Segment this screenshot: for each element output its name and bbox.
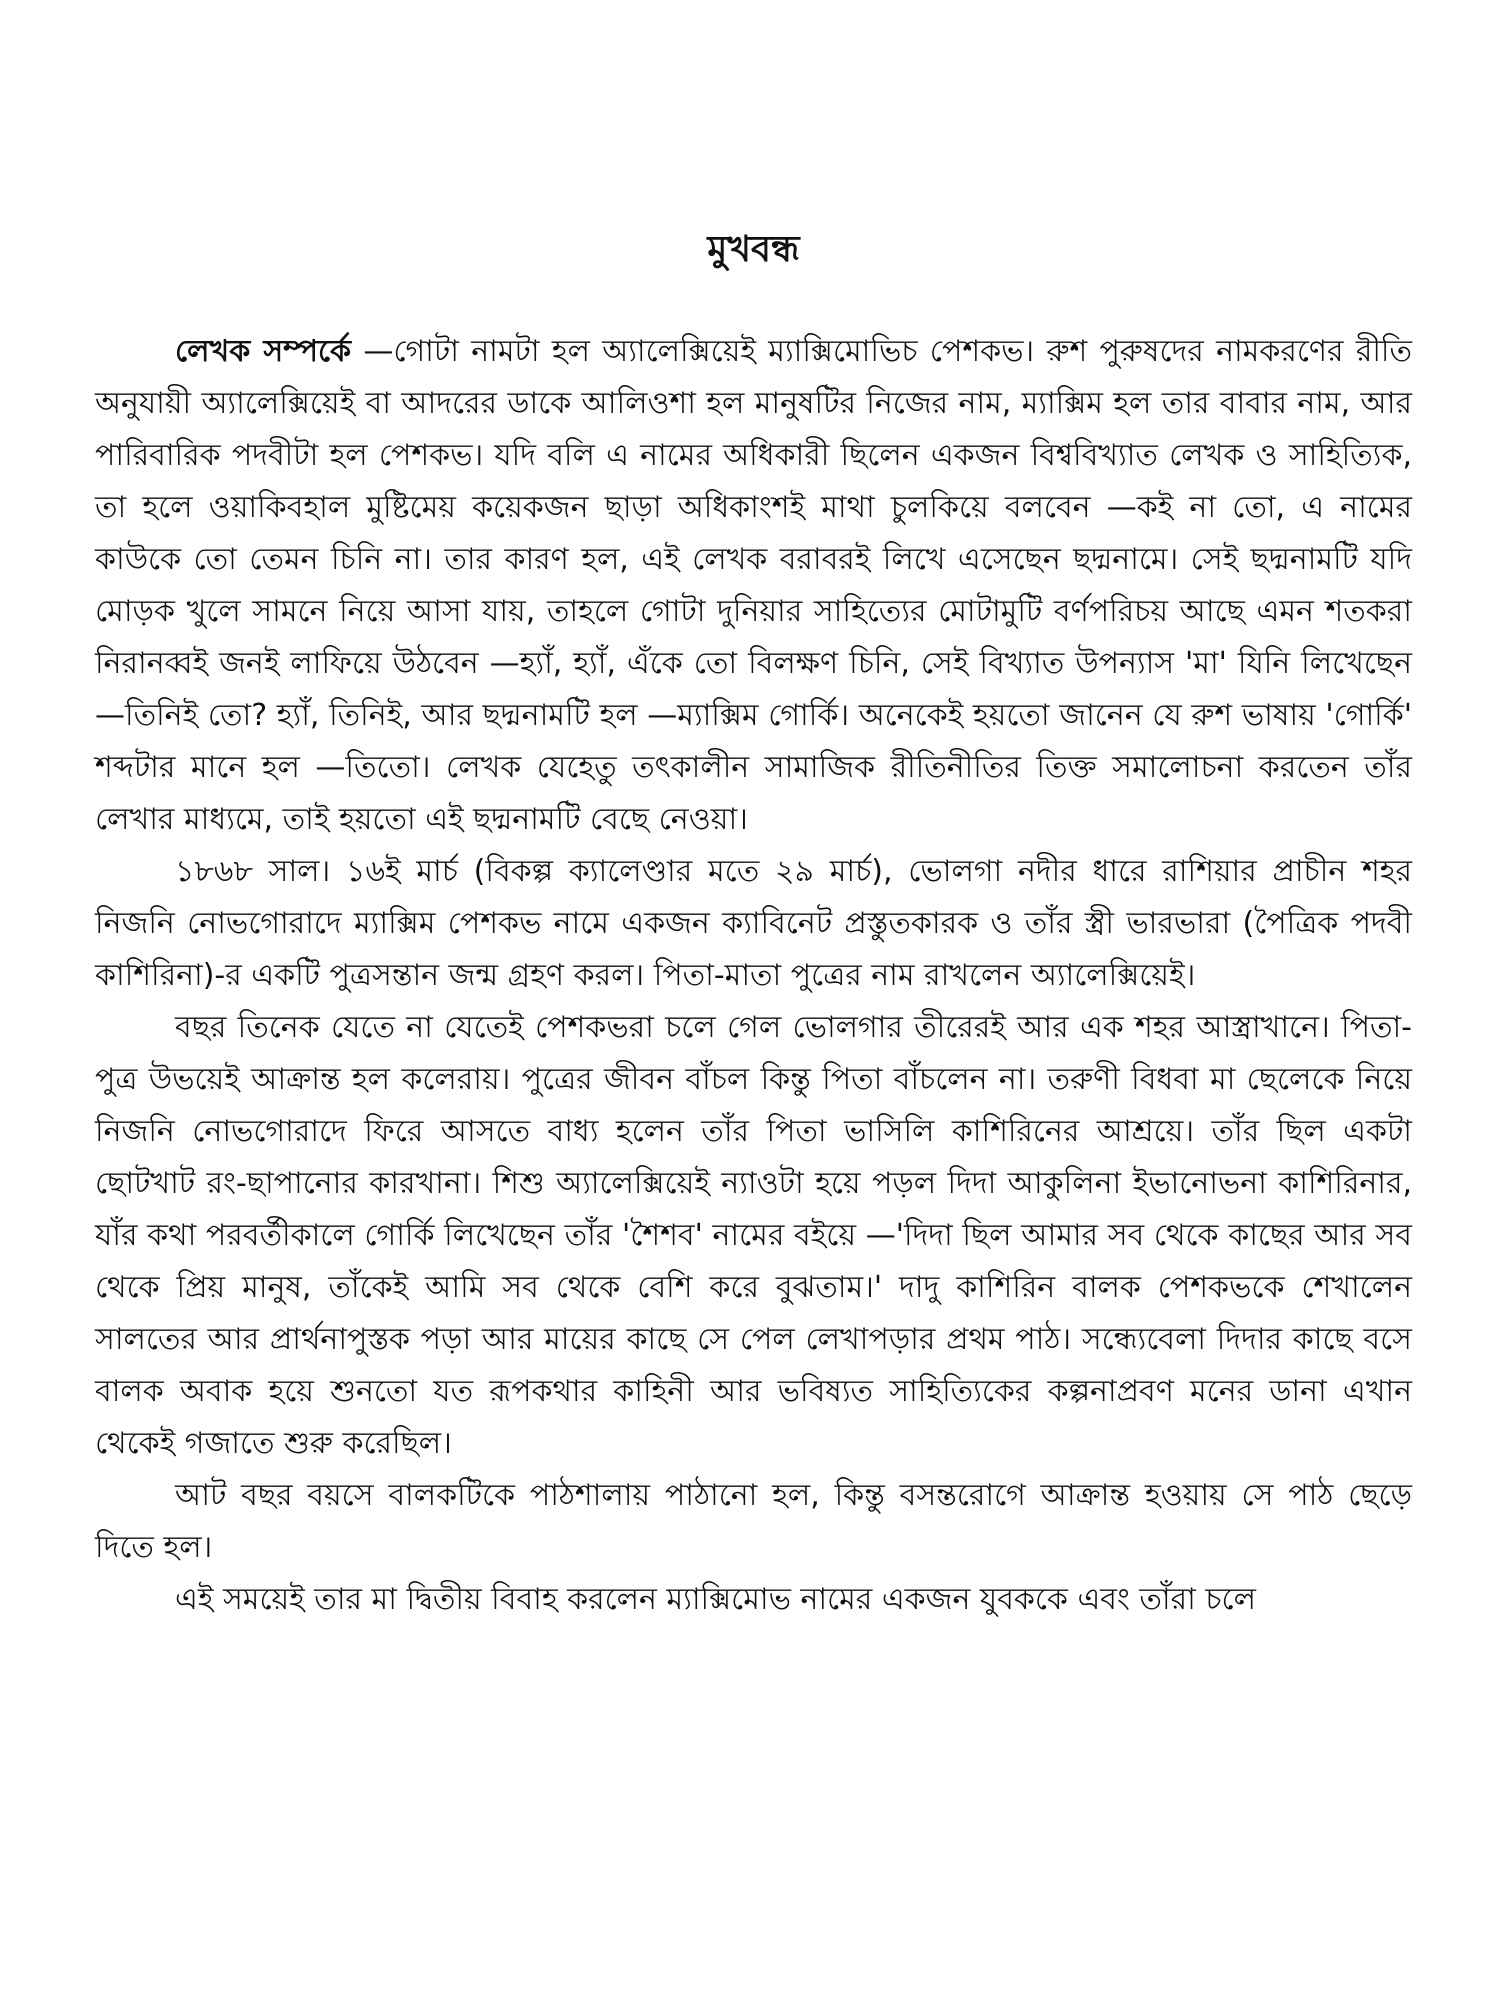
paragraph-remarriage — [95, 1574, 1412, 1626]
paragraph-text: আট বছর বয়সে বালকটিকে পাঠশালায় পাঠানো হল, কিন্তু বসন্তরোগে আক্রান্ত হওয়ায় সে পাঠ ছেড়ে দিতে হল। — [95, 1478, 1412, 1566]
paragraph-school — [95, 1470, 1412, 1574]
paragraph-birth — [95, 846, 1412, 1002]
paragraph-text: বছর তিনেক যেতে না যেতেই পেশকভরা চলে গেল ভোলগার তীরেরই আর এক শহর আস্ত্রাখানে। পিতা-পুত্র উভয়েই আক্রান্ত হল কলেরায়। পুত্রের জীবন বাঁচল কিন্তু পিতা বাঁচলেন না। তরুণী বিধবা মা ছেলেকে নিয়ে নিজনি নোভগোরাদে ফিরে আসতে বাধ্য হলেন তাঁর পিতা ভাসিলি কাশিরিনের আশ্রয়ে। তাঁর ছিল একটা ছোটখাট রং-ছাপানোর কারখানা। শিশু অ্যালেক্সিয়েই ন্যাওটা হয়ে পড়ল দিদা আকুলিনা ইভানোভনা কাশিরিনার, যাঁর কথা পরবর্তীকালে গোর্কি লিখেছেন তাঁর 'শৈশব' নামের বইয়ে —'দিদা ছিল আমার সব থেকে কাছের আর সব থেকে প্রিয় মানুষ, তাঁকেই আমি সব থেকে বেশি করে বুঝতাম।' দাদু কাশিরিন বালক পেশকভকে শেখালেন সালতের আর প্রার্থনাপুস্তক পড়া আর মায়ের কাছে সে পেল লেখাপড়ার প্রথম পাঠ। সন্ধ্যেবেলা দিদার কাছে বসে বালক অবাক হয়ে শুনতো যত রূপকথার কাহিনী আর ভবিষ্যত সাহিত্যিকের কল্পনাপ্রবণ মনের ডানা এখান থেকেই গজাতে শুরু করেছিল। — [95, 1010, 1412, 1462]
paragraph-about-author — [95, 326, 1412, 846]
paragraph-lead: লেখক সম্পর্কে — [175, 334, 352, 370]
paragraph-text: —গোটা নামটা হল অ্যালেক্সিয়েই ম্যাক্সিমোভিচ পেশকভ। রুশ পুরুষদের নামকরণের রীতি অনুযায়ী অ্যালেক্সিয়েই বা আদরের ডাকে আলিওশা হল মানুষটির নিজের নাম, ম্যাক্সিম হল তার বাবার নাম, আর পারিবারিক পদবীটা হল পেশকভ। যদি বলি এ নামের অধিকারী ছিলেন একজন বিশ্ববিখ্যাত লেখক ও সাহিত্যিক, তা হলে ওয়াকিবহাল মুষ্টিমেয় কয়েকজন ছাড়া অধিকাংশই মাথা চুলকিয়ে বলবেন —কই না তো, এ নামের কাউকে তো তেমন চিনি না। তার কারণ হল, এই লেখক বরাবরই লিখে এসেছেন ছদ্মনামে। সেই ছদ্মনামটি যদি মোড়ক খুলে সামনে নিয়ে আসা যায়, তাহলে গোটা দুনিয়ার সাহিত্যের মোটামুটি বর্ণপরিচয় আছে এমন শতকরা নিরানব্বই জনই লাফিয়ে উঠবেন —হ্যাঁ, হ্যাঁ, এঁকে তো বিলক্ষণ চিনি, সেই বিখ্যাত উপন্যাস 'মা' যিনি লিখেছেন —তিনিই তো? হ্যাঁ, তিনিই, আর ছদ্মনামটি হল —ম্যাক্সিম গোর্কি। অনেকেই হয়তো জানেন যে রুশ ভাষায় 'গোর্কি' শব্দটার মানে হল —তিতো। লেখক যেহেতু তৎকালীন সামাজিক রীতিনীতির তিক্ত সমালোচনা করতেন তাঁর লেখার মাধ্যমে, তাই হয়তো এই ছদ্মনামটি বেছে নেওয়া। — [95, 334, 1412, 838]
paragraph-text: ১৮৬৮ সাল। ১৬ই মার্চ (বিকল্প ক্যালেণ্ডার মতে ২৯ মার্চ), ভোলগা নদীর ধারে রাশিয়ার প্রাচীন শহর নিজনি নোভগোরাদে ম্যাক্সিম পেশকভ নামে একজন ক্যাবিনেট প্রস্তুতকারক ও তাঁর স্ত্রী ভারভারা (পৈত্রিক পদবী কাশিরিনা)-র একটি পুত্রসন্তান জন্ম গ্রহণ করল। পিতা-মাতা পুত্রের নাম রাখলেন অ্যালেক্সিয়েই। — [95, 854, 1412, 994]
paragraph-childhood — [95, 1002, 1412, 1470]
paragraph-text: এই সময়েই তার মা দ্বিতীয় বিবাহ করলেন ম্যাক্সিমোভ নামের একজন যুবককে এবং তাঁরা চলে — [175, 1582, 1256, 1618]
page-title: মুখবন্ধ — [707, 229, 800, 270]
preface-body — [95, 326, 1412, 1626]
